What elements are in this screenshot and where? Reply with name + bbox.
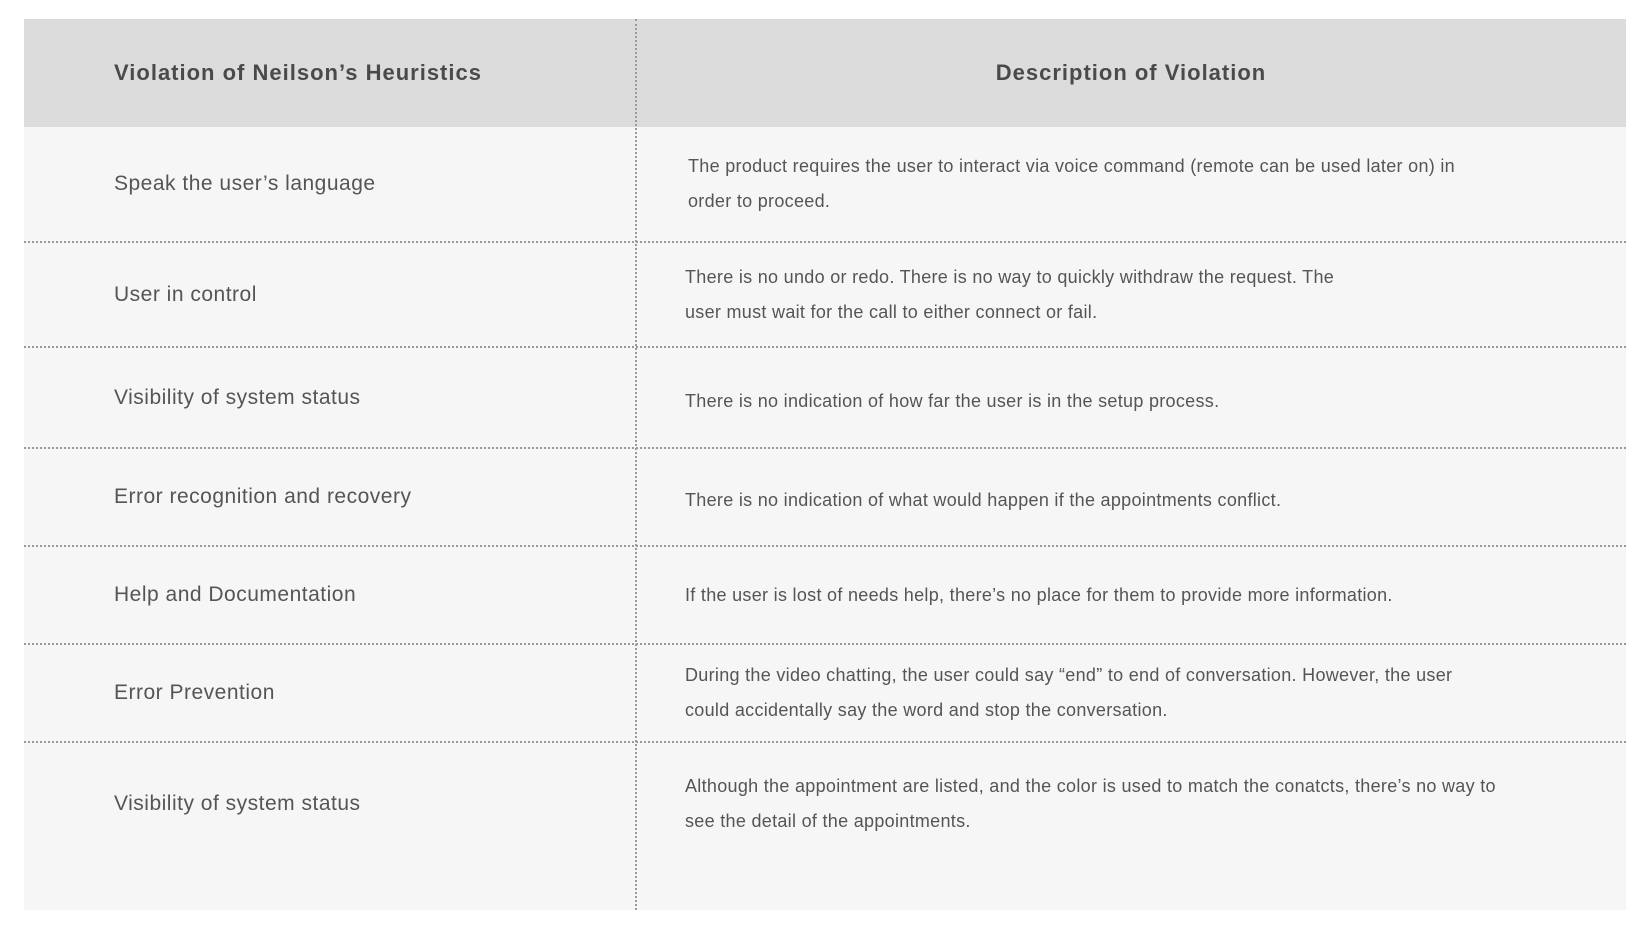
heuristics-table [24, 19, 1626, 910]
table-row [24, 449, 1626, 545]
table-row [24, 743, 1626, 865]
heuristic-cell: Visibility of system status [114, 792, 361, 815]
heuristic-cell: Error Prevention [114, 681, 275, 704]
description-cell: If the user is lost of needs help, there’s no place for them to provide more information. [685, 584, 1393, 605]
description-cell: During the video chatting, the user could say “end” to end of conversation. However, the user could accidentally say the word and stop the conversation. [685, 665, 1453, 720]
heuristic-cell: Help and Documentation [114, 583, 357, 606]
description-cell: There is no indication of what would happen if the appointments conflict. [685, 489, 1282, 510]
description-cell: There is no undo or redo. There is no way to quickly withdraw the request. The user must wait for the call to either connect or fail. [685, 267, 1335, 322]
header-heuristic: Violation of Neilson’s Heuristics [114, 60, 482, 85]
table-row [24, 645, 1626, 741]
heuristic-cell: Visibility of system status [114, 385, 361, 409]
description-cell: Although the appointment are listed, and the color is used to match the conatcts, there’s no way to see the detail of the appointments. [685, 776, 1496, 831]
heuristic-cell: Error recognition and recovery [114, 485, 412, 508]
header-description: Description of Violation [995, 60, 1267, 85]
description-cell: The product requires the user to interact via voice command (remote can be used later on) in order to proceed. [688, 156, 1455, 211]
table-row [24, 127, 1626, 241]
description-cell: There is no indication of how far the user is in the setup process. [685, 391, 1220, 411]
heuristic-cell: Speak the user’s language [114, 172, 376, 195]
table-row [24, 547, 1626, 643]
table-row [24, 243, 1626, 347]
heuristic-cell: User in control [114, 283, 257, 306]
column-divider [635, 19, 637, 910]
table-header [24, 19, 1626, 127]
table-row [24, 348, 1626, 447]
